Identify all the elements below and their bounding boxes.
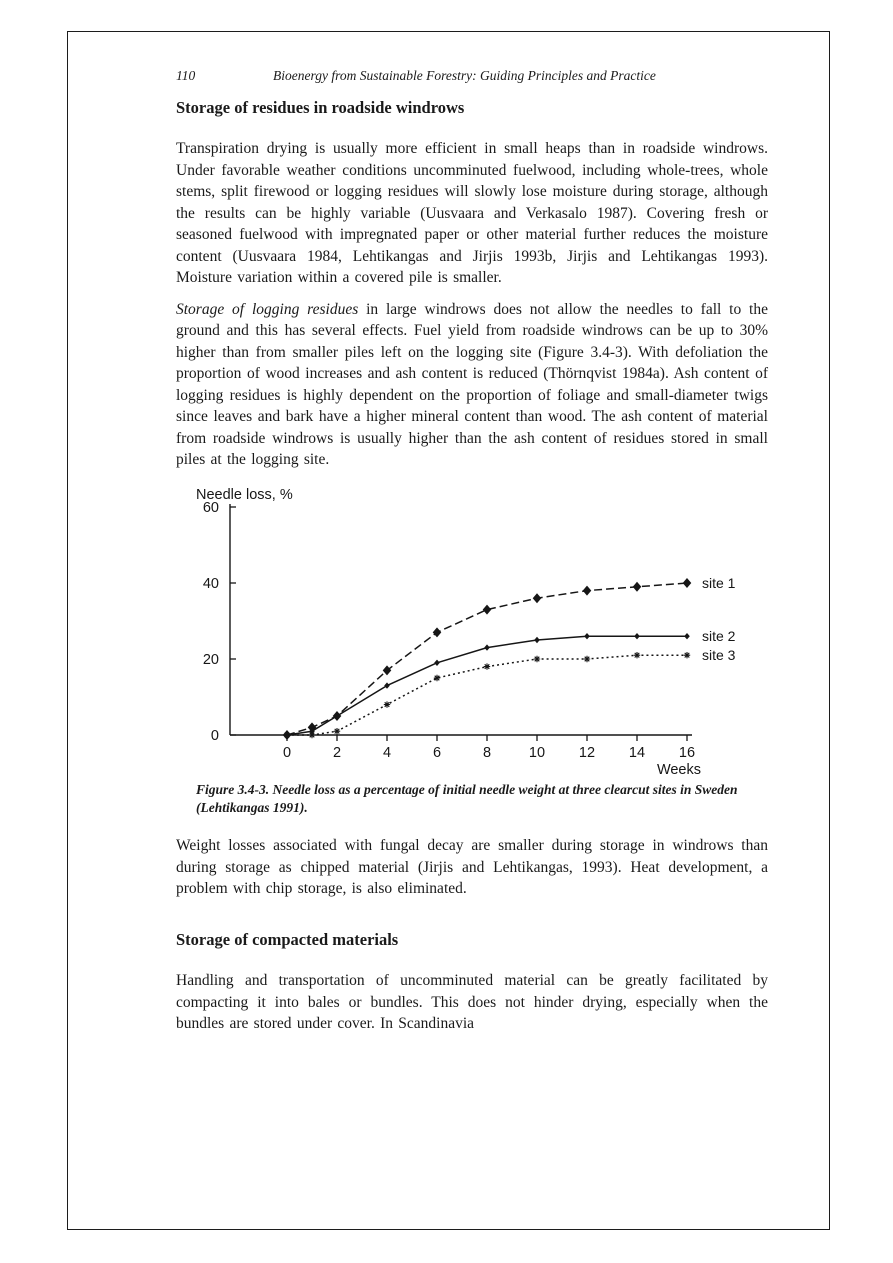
cross-marker xyxy=(434,675,440,681)
series-label-site-3: site 3 xyxy=(702,647,736,664)
dot-marker xyxy=(584,633,590,639)
cross-marker xyxy=(484,663,490,669)
dot-marker xyxy=(634,633,640,639)
diamond-marker xyxy=(633,582,642,592)
diamond-marker xyxy=(533,593,542,603)
cross-marker xyxy=(684,652,690,658)
paragraph-lead-rest: in large windrows does not allow the needles to fall to the ground and this has several effects. Fuel yield from roadside windrows can be up to 30% higher than from smaller piles left on the logging site (Figure 3.4-3). With defoliation the proportion of wood increases and ash content is reduced (Thörnqvist 1984a). Ash content of logging residues is highly dependent on the proportion of foliage and small-diameter twigs since leaves and bark have a higher mineral content than wood. The ash content of material from roadside windrows is usually higher than the ash content of residues stored in small piles at the logging site. xyxy=(176,300,768,469)
diamond-marker xyxy=(483,605,492,615)
cross-marker xyxy=(534,656,540,662)
x-tick-label: 6 xyxy=(432,744,442,761)
x-tick-label: 2 xyxy=(332,744,342,761)
diamond-marker xyxy=(583,586,592,596)
x-tick-label: 16 xyxy=(678,744,696,761)
dot-marker xyxy=(484,644,490,650)
paragraph-handling-transportation: Handling and transportation of uncomminuted material can be greatly facilitated by compacting it into bales or bundles. This does not hinder drying, especially when the bundles are stored under cover. In Scandinavia xyxy=(176,972,768,1033)
page-content xyxy=(176,68,768,1045)
series-label-site-2: site 2 xyxy=(702,628,736,645)
cross-marker xyxy=(384,701,390,707)
diamond-marker xyxy=(383,665,392,675)
dot-marker xyxy=(434,660,440,666)
paragraph-weight-losses: Weight losses associated with fungal decay are smaller during storage in windrows than during storage as chipped material (Jirjis and Lehtikangas, 1993). Heat development, a problem with chip storage, is also eliminated. xyxy=(176,837,768,898)
page-number: 110 xyxy=(176,68,196,83)
y-tick-label: 0 xyxy=(210,727,219,744)
x-tick-label: 0 xyxy=(282,744,292,761)
cross-marker xyxy=(634,652,640,658)
x-tick-label: 14 xyxy=(628,744,646,761)
y-tick-label: 40 xyxy=(202,575,219,592)
needle-loss-chart xyxy=(176,485,768,777)
figure-caption: Figure 3.4-3. Needle loss as a percentage of initial needle weight at three clearcut sites in Sweden (Lehtikangas 1991). xyxy=(196,781,738,816)
figure-3-4-3 xyxy=(176,485,768,817)
cross-marker xyxy=(584,656,590,662)
series-line-site-2 xyxy=(287,636,687,735)
series-label-site-1: site 1 xyxy=(702,574,736,591)
x-axis-title: Weeks xyxy=(656,761,701,777)
section-heading-roadside-windrows: Storage of residues in roadside windrows xyxy=(176,98,465,117)
y-tick-label: 20 xyxy=(202,651,219,668)
section-heading-compacted-materials: Storage of compacted materials xyxy=(176,930,399,949)
x-tick-label: 4 xyxy=(382,744,392,761)
dot-marker xyxy=(534,637,540,643)
cross-marker xyxy=(284,732,290,738)
x-tick-label: 8 xyxy=(482,744,492,761)
dot-marker xyxy=(684,633,690,639)
cross-marker xyxy=(309,732,315,738)
running-title: Bioenergy from Sustainable Forestry: Guiding Principles and Practice xyxy=(273,68,656,83)
paragraph-lead-italic: Storage of logging residues xyxy=(176,300,359,318)
y-axis-title: Needle loss, % xyxy=(196,486,293,503)
y-tick-label: 60 xyxy=(202,499,219,516)
paragraph-logging-residues xyxy=(176,299,768,471)
cross-marker xyxy=(334,728,340,734)
diamond-marker xyxy=(683,578,692,588)
diamond-marker xyxy=(433,627,442,637)
x-tick-label: 12 xyxy=(578,744,596,761)
dot-marker xyxy=(384,682,390,688)
x-tick-label: 10 xyxy=(528,744,546,761)
paragraph-transpiration-drying: Transpiration drying is usually more efficient in small heaps than in roadside windrows. Under favorable weather conditions uncomminuted fuelwood, including whole-trees, whole stems, split firewood or logging residues will slowly lose moisture during storage, although the results can be highly variable (Uusvaara and Verkasalo 1987). Covering fresh or seasoned fuelwood with impregnated paper or other material further reduces the moisture content (Uusvaara 1984, Lehtikangas and Jirjis 1993b, Jirjis and Lehtikangas 1993). Moisture variation within a covered pile is smaller. xyxy=(176,140,768,287)
page-header xyxy=(176,68,768,84)
